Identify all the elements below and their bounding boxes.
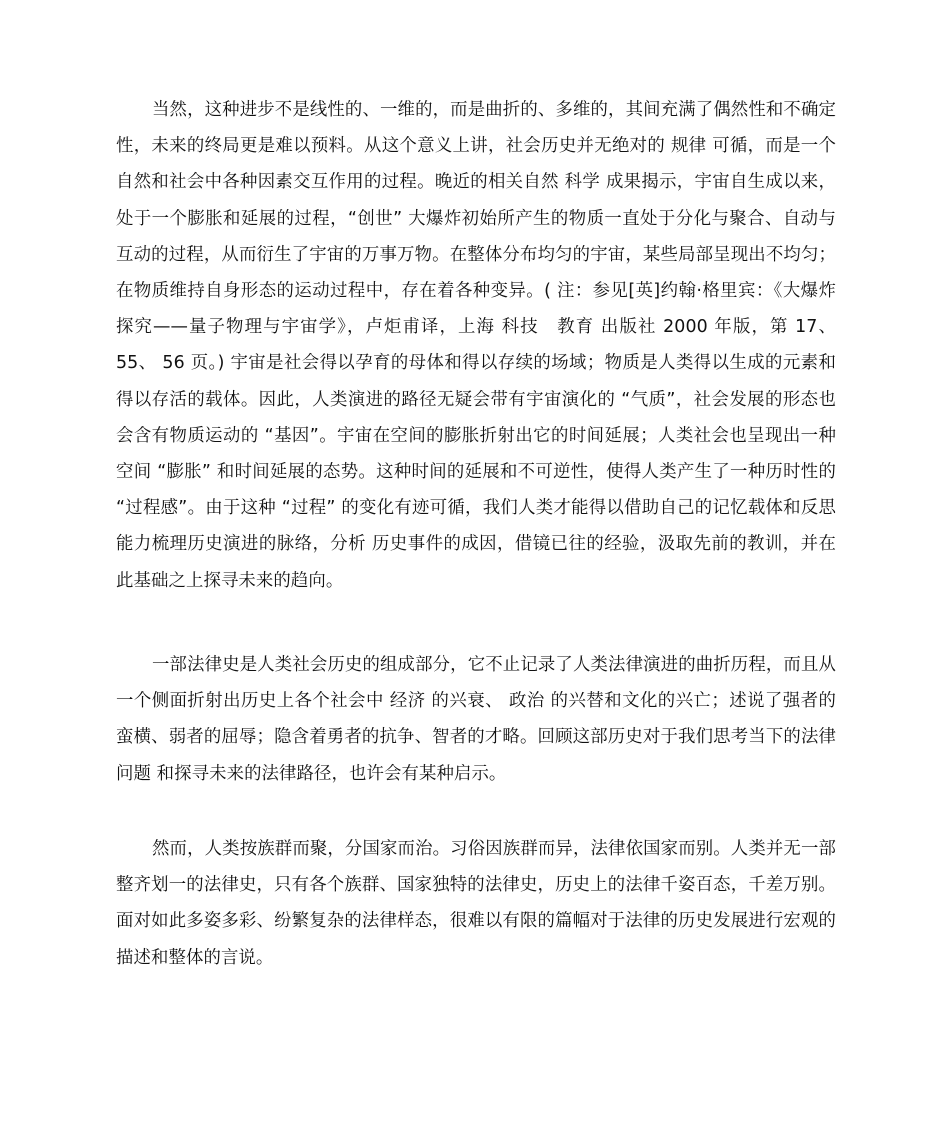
paragraph-1: 当然，这种进步不是线性的、一维的，而是曲折的、多维的，其间充满了偶然性和不确定性，未来的终局更是难以预料。从这个意义上讲，社会历史并无绝对的 规律 可循，而是一个自然和社会中各种因素交互作用的过程。晚近的相关自然 科学 成果揭示，宇宙自生成以来，处于一个膨胀和延展的过程，“创世” 大爆炸初始所产生的物质一直处于分化与聚合、自动与互动的过程，从而衍生了宇宙的万事万物。在整体分布均匀的宇宙，某些局部呈现出不均匀；在物质维持自身形态的运动过程中，存在着各种变异。( 注：参见[英]约翰·格里宾：《大爆炸探究——量子物理与宇宙学》，卢炬甫译，上海 科技 教育 出版社 2000 年版，第 17、55、 56 页。) 宇宙是社会得以孕育的母体和得以存续的场域；物质是人类得以生成的元素和得以存活的载体。因此，人类演进的路径无疑会带有宇宙演化的 “气质”，社会发展的形态也会含有物质运动的 “基因”。宇宙在空间的膨胀折射出它的时间延展；人类社会也呈现出一种空间 “膨胀” 和时间延展的态势。这种时间的延展和不可逆性，使得人类产生了一种历时性的 “过程感”。由于这种 “过程” 的变化有迹可循，我们人类才能得以借助自己的记忆载体和反思能力梳理历史演进的脉络，分析 历史事件的成因，借镜已往的经验，汲取先前的教训，并在此基础之上探寻未来的趋向。 xyxy=(116,100,836,591)
paragraph-2: 一部法律史是人类社会历史的组成部分，它不止记录了人类法律演进的曲折历程，而且从一个侧面折射出历史上各个社会中 经济 的兴衰、 政治 的兴替和文化的兴亡；述说了强者的蛮横、弱者的屈辱；隐含着勇者的抗争、智者的才略。回顾这部历史对于我们思考当下的法律 问题 和探寻未来的法律路径，也许会有某种启示。 xyxy=(116,655,836,784)
paragraph-3: 然而，人类按族群而聚，分国家而治。习俗因族群而异，法律依国家而别。人类并无一部整齐划一的法律史，只有各个族群、国家独特的法律史，历史上的法律千姿百态，千差万别。面对如此多姿多彩、纷繁复杂的法律样态，很难以有限的篇幅对于法律的历史发展进行宏观的描述和整体的言说。 xyxy=(116,839,836,968)
